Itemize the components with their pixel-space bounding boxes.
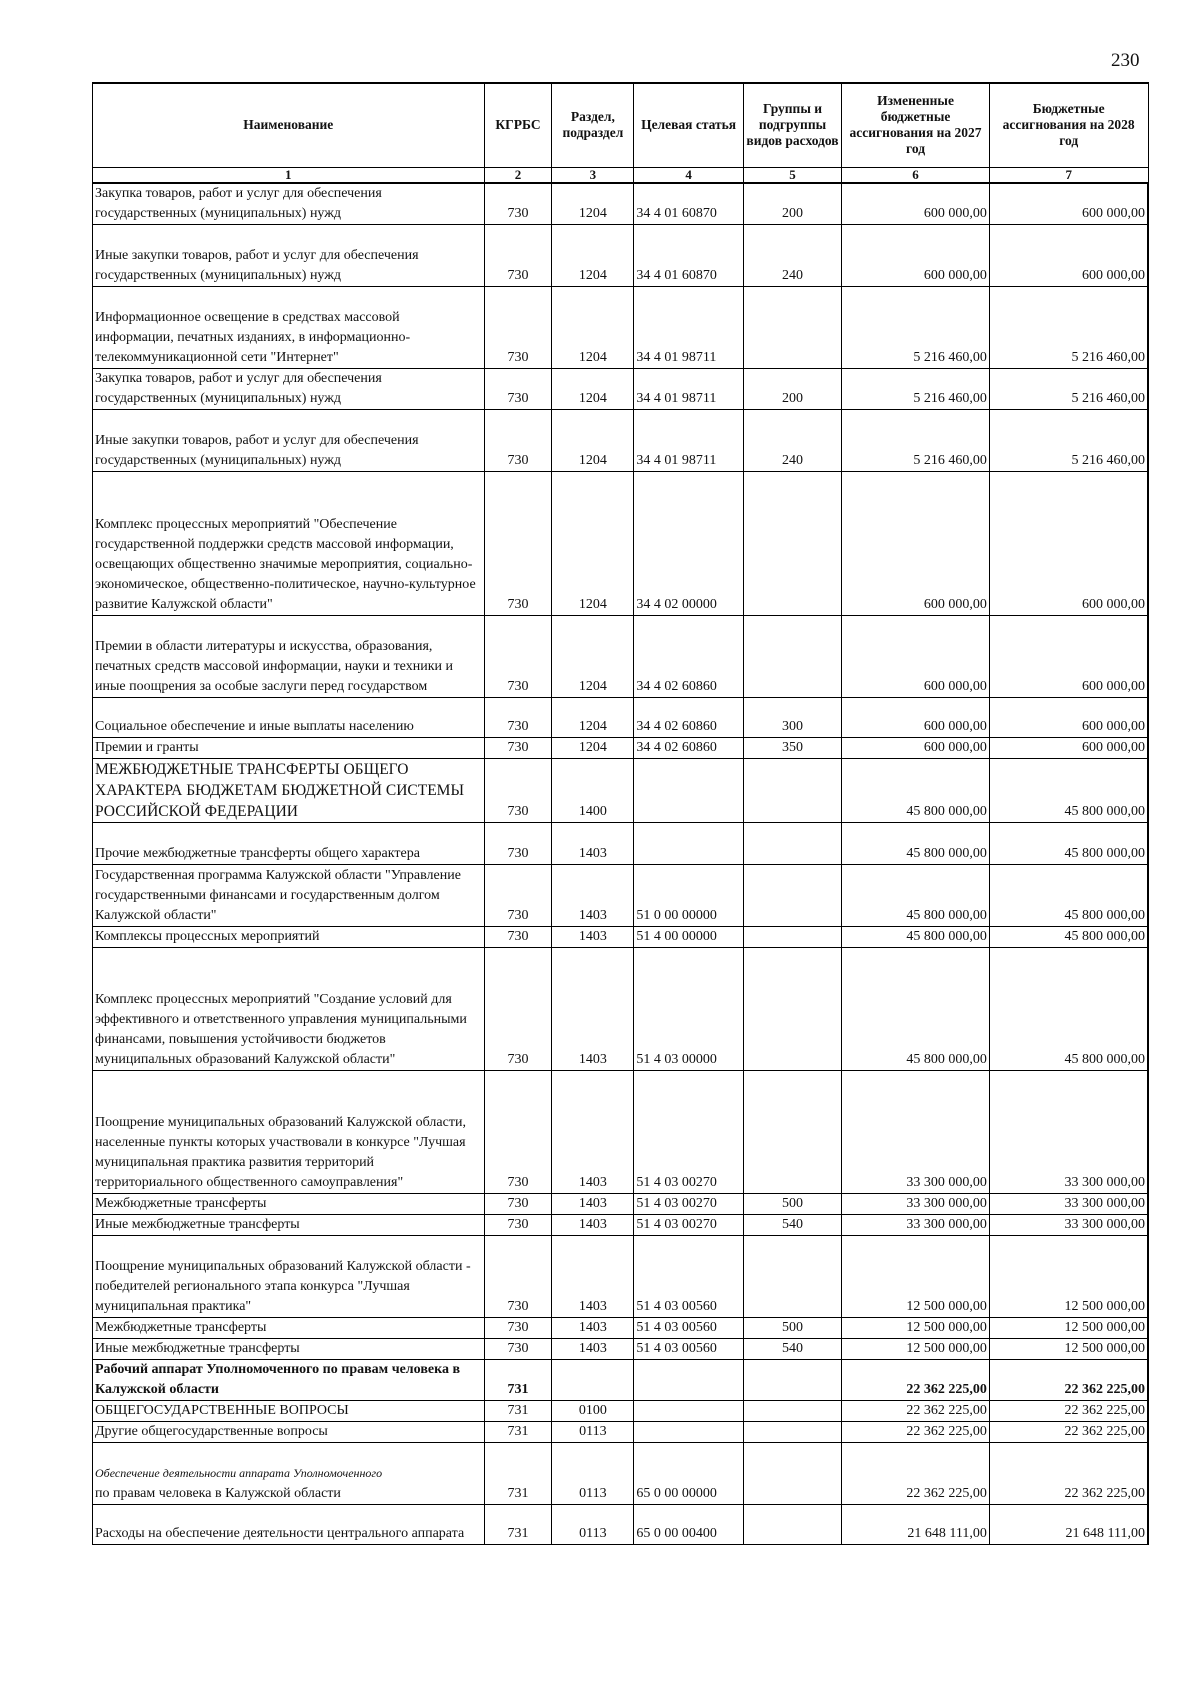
table-row [93, 697, 1149, 737]
column-number: 6 [842, 167, 990, 183]
row-name: Межбюджетные трансферты [93, 1193, 485, 1214]
row-name: Комплексы процессных мероприятий [93, 926, 485, 947]
row-expense-group [743, 947, 841, 1070]
table-row [93, 947, 1149, 1070]
row-amount-2027: 600 000,00 [842, 224, 990, 286]
row-name-line2: по правам человека в Калужской области [95, 1485, 341, 1501]
row-kgrbs: 730 [484, 224, 552, 286]
row-name: Комплекс процессных мероприятий "Создание условий для эффективного и ответственного управления муниципальными финансами, повышения устойчивости бюджетов муниципальных образований Калужской области" [93, 947, 485, 1070]
table-row [93, 1070, 1149, 1193]
row-target-code [634, 758, 743, 822]
row-razdel: 0113 [552, 1504, 634, 1544]
row-amount-2027: 5 216 460,00 [842, 409, 990, 471]
row-amount-2027: 45 800 000,00 [842, 864, 990, 926]
row-target-code [634, 1421, 743, 1442]
row-razdel: 1204 [552, 615, 634, 697]
header-bud2028: Бюджетные ассигнования на 2028 год [989, 83, 1148, 167]
row-expense-group [743, 822, 841, 864]
table-row [93, 926, 1149, 947]
row-target-code: 51 4 03 00270 [634, 1193, 743, 1214]
row-expense-group [743, 1442, 841, 1504]
row-amount-2027: 45 800 000,00 [842, 822, 990, 864]
row-amount-2028: 600 000,00 [989, 471, 1148, 615]
row-amount-2027: 22 362 225,00 [842, 1400, 990, 1421]
table-row [93, 183, 1149, 225]
row-razdel: 1204 [552, 737, 634, 758]
row-target-code: 34 4 01 98711 [634, 286, 743, 368]
row-amount-2027: 600 000,00 [842, 471, 990, 615]
row-razdel: 1403 [552, 1338, 634, 1359]
row-kgrbs: 730 [484, 286, 552, 368]
row-expense-group: 500 [743, 1317, 841, 1338]
row-amount-2027: 22 362 225,00 [842, 1421, 990, 1442]
row-kgrbs: 730 [484, 697, 552, 737]
table-row [93, 1214, 1149, 1235]
row-amount-2027: 5 216 460,00 [842, 368, 990, 409]
row-target-code: 51 4 03 00560 [634, 1338, 743, 1359]
row-expense-group [743, 864, 841, 926]
row-razdel: 1403 [552, 947, 634, 1070]
row-kgrbs: 730 [484, 864, 552, 926]
row-name: Рабочий аппарат Уполномоченного по правам человека в Калужской области [93, 1359, 485, 1400]
row-target-code [634, 1400, 743, 1421]
table-row [93, 737, 1149, 758]
row-name-line1: Обеспечение деятельности аппарата Уполномоченного [95, 1465, 383, 1480]
row-kgrbs: 730 [484, 1338, 552, 1359]
table-row [93, 368, 1149, 409]
row-razdel: 1403 [552, 864, 634, 926]
row-amount-2028: 33 300 000,00 [989, 1070, 1148, 1193]
row-name: Закупка товаров, работ и услуг для обеспечения государственных (муниципальных) нужд [93, 183, 485, 225]
row-razdel: 1403 [552, 1193, 634, 1214]
column-number: 3 [552, 167, 634, 183]
row-kgrbs: 731 [484, 1400, 552, 1421]
row-amount-2028: 45 800 000,00 [989, 758, 1148, 822]
table-row [93, 864, 1149, 926]
row-amount-2027: 600 000,00 [842, 183, 990, 225]
row-razdel: 1204 [552, 368, 634, 409]
header-razdel: Раздел, подраздел [552, 83, 634, 167]
row-amount-2027: 45 800 000,00 [842, 926, 990, 947]
row-razdel: 1400 [552, 758, 634, 822]
row-razdel: 1403 [552, 1214, 634, 1235]
row-expense-group: 540 [743, 1214, 841, 1235]
row-amount-2028: 45 800 000,00 [989, 947, 1148, 1070]
row-amount-2028: 600 000,00 [989, 697, 1148, 737]
table-row [93, 1504, 1149, 1544]
row-kgrbs: 730 [484, 758, 552, 822]
table-row [93, 1442, 1149, 1504]
row-amount-2027: 33 300 000,00 [842, 1070, 990, 1193]
row-razdel: 0113 [552, 1442, 634, 1504]
row-name: Иные межбюджетные трансферты [93, 1214, 485, 1235]
row-amount-2027: 33 300 000,00 [842, 1193, 990, 1214]
row-target-code: 34 4 01 98711 [634, 368, 743, 409]
row-name: Государственная программа Калужской области "Управление государственными финансами и государственным долгом Калужской области" [93, 864, 485, 926]
row-razdel: 1204 [552, 409, 634, 471]
row-amount-2028: 33 300 000,00 [989, 1214, 1148, 1235]
row-name: Расходы на обеспечение деятельности центрального аппарата [93, 1504, 485, 1544]
table-row [93, 1359, 1149, 1400]
row-razdel: 1403 [552, 1235, 634, 1317]
row-kgrbs: 731 [484, 1504, 552, 1544]
row-amount-2028: 12 500 000,00 [989, 1338, 1148, 1359]
row-amount-2027: 12 500 000,00 [842, 1338, 990, 1359]
row-amount-2028: 600 000,00 [989, 737, 1148, 758]
row-amount-2027: 21 648 111,00 [842, 1504, 990, 1544]
row-target-code [634, 1359, 743, 1400]
row-razdel: 1204 [552, 471, 634, 615]
row-amount-2028: 600 000,00 [989, 224, 1148, 286]
row-kgrbs: 730 [484, 737, 552, 758]
row-razdel: 1403 [552, 1070, 634, 1193]
header-gruppy: Группы и подгруппы видов расходов [743, 83, 841, 167]
row-name: Социальное обеспечение и иные выплаты населению [93, 697, 485, 737]
row-amount-2027: 12 500 000,00 [842, 1317, 990, 1338]
column-number: 7 [989, 167, 1148, 183]
row-target-code: 51 4 00 00000 [634, 926, 743, 947]
column-number: 4 [634, 167, 743, 183]
table-row [93, 1193, 1149, 1214]
row-expense-group: 200 [743, 183, 841, 225]
table-row [93, 286, 1149, 368]
row-name: Закупка товаров, работ и услуг для обеспечения государственных (муниципальных) нужд [93, 368, 485, 409]
row-target-code: 51 4 03 00560 [634, 1317, 743, 1338]
row-amount-2027: 5 216 460,00 [842, 286, 990, 368]
row-kgrbs: 731 [484, 1359, 552, 1400]
row-expense-group: 350 [743, 737, 841, 758]
row-amount-2027: 45 800 000,00 [842, 947, 990, 1070]
row-amount-2027: 22 362 225,00 [842, 1359, 990, 1400]
row-expense-group [743, 1070, 841, 1193]
table-row [93, 615, 1149, 697]
row-razdel: 1403 [552, 822, 634, 864]
page-number: 230 [1111, 50, 1140, 71]
row-name: Иные межбюджетные трансферты [93, 1338, 485, 1359]
row-target-code: 65 0 00 00000 [634, 1442, 743, 1504]
row-amount-2028: 5 216 460,00 [989, 368, 1148, 409]
table-row [93, 1400, 1149, 1421]
row-razdel [552, 1359, 634, 1400]
row-razdel: 1403 [552, 926, 634, 947]
row-expense-group [743, 471, 841, 615]
row-expense-group [743, 286, 841, 368]
row-target-code: 51 0 00 00000 [634, 864, 743, 926]
row-kgrbs: 730 [484, 183, 552, 225]
row-expense-group: 500 [743, 1193, 841, 1214]
row-razdel: 0100 [552, 1400, 634, 1421]
table-row [93, 1338, 1149, 1359]
row-amount-2028: 22 362 225,00 [989, 1442, 1148, 1504]
row-target-code: 34 4 01 98711 [634, 409, 743, 471]
row-amount-2027: 600 000,00 [842, 615, 990, 697]
row-amount-2028: 45 800 000,00 [989, 864, 1148, 926]
row-kgrbs: 730 [484, 471, 552, 615]
column-number: 5 [743, 167, 841, 183]
header-name: Наименование [93, 83, 485, 167]
row-target-code [634, 822, 743, 864]
header-tselevaya: Целевая статья [634, 83, 743, 167]
table-row [93, 1317, 1149, 1338]
table-row [93, 224, 1149, 286]
row-amount-2027: 600 000,00 [842, 737, 990, 758]
row-name [93, 1442, 485, 1504]
row-target-code: 51 4 03 00270 [634, 1214, 743, 1235]
row-name: Премии и гранты [93, 737, 485, 758]
row-expense-group: 300 [743, 697, 841, 737]
row-name: Поощрение муниципальных образований Калужской области, населенные пункты которых участвовали в конкурсе "Лучшая муниципальная практика развития территорий территориального общественного самоуправления" [93, 1070, 485, 1193]
row-target-code: 51 4 03 00560 [634, 1235, 743, 1317]
row-target-code: 34 4 01 60870 [634, 183, 743, 225]
row-amount-2028: 33 300 000,00 [989, 1193, 1148, 1214]
row-amount-2028: 5 216 460,00 [989, 409, 1148, 471]
row-kgrbs: 731 [484, 1442, 552, 1504]
row-name: Поощрение муниципальных образований Калужской области - победителей регионального этапа конкурса "Лучшая муниципальная практика" [93, 1235, 485, 1317]
row-amount-2028: 45 800 000,00 [989, 822, 1148, 864]
row-amount-2028: 22 362 225,00 [989, 1421, 1148, 1442]
row-expense-group [743, 1400, 841, 1421]
row-kgrbs: 730 [484, 1235, 552, 1317]
row-expense-group: 240 [743, 409, 841, 471]
row-kgrbs: 730 [484, 1070, 552, 1193]
row-razdel: 1403 [552, 1317, 634, 1338]
row-target-code: 34 4 02 60860 [634, 697, 743, 737]
row-name: Межбюджетные трансферты [93, 1317, 485, 1338]
table-row [93, 822, 1149, 864]
row-kgrbs: 730 [484, 926, 552, 947]
row-kgrbs: 730 [484, 615, 552, 697]
row-razdel: 1204 [552, 224, 634, 286]
row-target-code: 34 4 02 60860 [634, 737, 743, 758]
row-expense-group [743, 926, 841, 947]
header-izm2027: Измененные бюджетные ассигнования на 2027 год [842, 83, 990, 167]
table-row [93, 1421, 1149, 1442]
row-expense-group [743, 1421, 841, 1442]
row-target-code: 51 4 03 00000 [634, 947, 743, 1070]
table-row [93, 409, 1149, 471]
row-name: Комплекс процессных мероприятий "Обеспечение государственной поддержки средств массовой информации, освещающих общественно значимые мероприятия, социально-экономическое, общественно-политическое, научно-культурное развитие Калужской области" [93, 471, 485, 615]
row-kgrbs: 731 [484, 1421, 552, 1442]
row-kgrbs: 730 [484, 1317, 552, 1338]
row-amount-2028: 22 362 225,00 [989, 1359, 1148, 1400]
row-kgrbs: 730 [484, 1214, 552, 1235]
row-target-code: 34 4 01 60870 [634, 224, 743, 286]
row-amount-2027: 600 000,00 [842, 697, 990, 737]
row-amount-2027: 12 500 000,00 [842, 1235, 990, 1317]
row-amount-2028: 12 500 000,00 [989, 1235, 1148, 1317]
row-razdel: 0113 [552, 1421, 634, 1442]
row-amount-2028: 5 216 460,00 [989, 286, 1148, 368]
row-expense-group: 200 [743, 368, 841, 409]
row-kgrbs: 730 [484, 409, 552, 471]
row-amount-2027: 45 800 000,00 [842, 758, 990, 822]
row-expense-group: 240 [743, 224, 841, 286]
row-expense-group [743, 1504, 841, 1544]
budget-table [92, 82, 1149, 1545]
row-amount-2027: 33 300 000,00 [842, 1214, 990, 1235]
row-amount-2028: 21 648 111,00 [989, 1504, 1148, 1544]
row-amount-2027: 22 362 225,00 [842, 1442, 990, 1504]
row-expense-group [743, 758, 841, 822]
column-number: 2 [484, 167, 552, 183]
row-target-code: 65 0 00 00400 [634, 1504, 743, 1544]
row-kgrbs: 730 [484, 822, 552, 864]
row-amount-2028: 600 000,00 [989, 615, 1148, 697]
row-expense-group: 540 [743, 1338, 841, 1359]
row-amount-2028: 45 800 000,00 [989, 926, 1148, 947]
row-name: Иные закупки товаров, работ и услуг для обеспечения государственных (муниципальных) нужд [93, 224, 485, 286]
table-row [93, 758, 1149, 822]
row-name: Премии в области литературы и искусства, образования, печатных средств массовой информации, науки и техники и иные поощрения за особые заслуги перед государством [93, 615, 485, 697]
row-name: Иные закупки товаров, работ и услуг для обеспечения государственных (муниципальных) нужд [93, 409, 485, 471]
row-amount-2028: 22 362 225,00 [989, 1400, 1148, 1421]
row-amount-2028: 12 500 000,00 [989, 1317, 1148, 1338]
header-kgrbs: КГРБС [484, 83, 552, 167]
row-name: ОБЩЕГОСУДАРСТВЕННЫЕ ВОПРОСЫ [93, 1400, 485, 1421]
row-razdel: 1204 [552, 697, 634, 737]
row-kgrbs: 730 [484, 947, 552, 1070]
row-razdel: 1204 [552, 183, 634, 225]
row-amount-2028: 600 000,00 [989, 183, 1148, 225]
row-name: Прочие межбюджетные трансферты общего характера [93, 822, 485, 864]
row-name: Другие общегосударственные вопросы [93, 1421, 485, 1442]
row-expense-group [743, 1235, 841, 1317]
row-kgrbs: 730 [484, 368, 552, 409]
row-kgrbs: 730 [484, 1193, 552, 1214]
table-row [93, 471, 1149, 615]
table-row [93, 1235, 1149, 1317]
row-name: Информационное освещение в средствах массовой информации, печатных изданиях, в информационно-телекоммуникационной сети "Интернет" [93, 286, 485, 368]
row-target-code: 34 4 02 00000 [634, 471, 743, 615]
row-expense-group [743, 615, 841, 697]
column-number: 1 [93, 167, 485, 183]
row-razdel: 1204 [552, 286, 634, 368]
row-target-code: 34 4 02 60860 [634, 615, 743, 697]
row-target-code: 51 4 03 00270 [634, 1070, 743, 1193]
row-name: МЕЖБЮДЖЕТНЫЕ ТРАНСФЕРТЫ ОБЩЕГО ХАРАКТЕРА БЮДЖЕТАМ БЮДЖЕТНОЙ СИСТЕМЫ РОССИЙСКОЙ ФЕДЕРАЦИИ [93, 758, 485, 822]
row-expense-group [743, 1359, 841, 1400]
